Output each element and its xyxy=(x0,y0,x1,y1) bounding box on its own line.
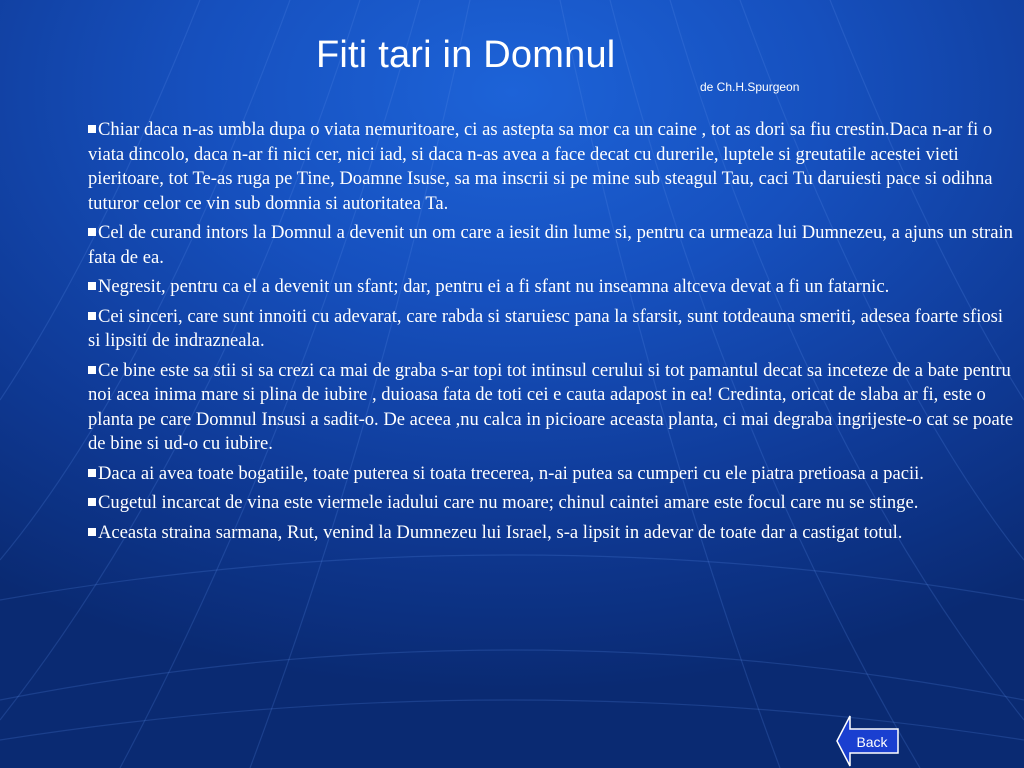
paragraph-text: Chiar daca n-as umbla dupa o viata nemuritoare, ci as astepta sa mor ca un caine , tot as dori sa fiu crestin.Daca n-ar fi o viata dincolo, daca n-ar fi nici cer, nici iad, si daca n-as avea a face decat cu durerile, luptele si greutatile acestei vieti pieritoare, tot Te-as ruga pe Tine, Doamne Isuse, sa ma inscrii si pe mine sub steagul Tau, caci Tu daruiesti pace si odihna tuturor celor ce vin sub domnia si autoritatea Ta. xyxy=(88,119,993,214)
square-bullet-icon xyxy=(88,312,96,320)
back-button[interactable] xyxy=(836,715,900,767)
paragraph-text: Daca ai avea toate bogatiile, toate puterea si toata trecerea, n-ai putea sa cumperi cu ele piatra pretioasa a pacii. xyxy=(98,462,924,484)
slide-author: de Ch.H.Spurgeon xyxy=(700,80,800,94)
bullet-paragraph xyxy=(88,221,1014,270)
bullet-paragraph xyxy=(88,462,1014,487)
paragraph-text: Negresit, pentru ca el a devenit un sfant; dar, pentru ei a fi sfant nu inseamna altceva devat a fi un fatarnic. xyxy=(98,276,890,297)
square-bullet-icon xyxy=(88,366,96,374)
bullet-paragraph xyxy=(88,118,1014,216)
square-bullet-icon xyxy=(88,528,96,536)
slide-content xyxy=(88,118,1014,550)
slide-title: Fiti tari in Domnul xyxy=(316,34,616,76)
bullet-paragraph xyxy=(88,359,1014,457)
paragraph-text: Cel de curand intors la Domnul a devenit un om care a iesit din lume si, pentru ca urmeaza lui Dumnezeu, a ajuns un strain fata de ea. xyxy=(88,222,1013,268)
bullet-paragraph xyxy=(88,491,1014,516)
back-button-label: Back xyxy=(856,734,888,750)
paragraph-text: Cei sinceri, care sunt innoiti cu adevarat, care rabda si staruiesc pana la sfarsit, sunt totdeauna smeriti, adesea foarte sfiosi si lipsiti de indrazneala. xyxy=(88,305,1004,351)
square-bullet-icon xyxy=(88,498,96,506)
square-bullet-icon xyxy=(88,469,96,477)
square-bullet-icon xyxy=(88,228,96,236)
paragraph-text: Ce bine este sa stii si sa crezi ca mai de graba s-ar topi tot intinsul cerului si tot pamantul decat sa inceteze de a bate pentru noi acea inima mare si plina de iubire , duioasa fata de toti cei e cauta adapost in ea! Credinta, oricat de slaba ar fi, este o planta pe care Domnul Insusi a sadit-o. De aceea ,nu calca in picioare aceasta planta, ci mai degraba ingrijeste-o cat se poate de bine si ud-o cu iubire. xyxy=(88,359,1014,454)
paragraph-text: Cugetul incarcat de vina este viermele iadului care nu moare; chinul caintei amare este focul care nu se stinge. xyxy=(98,492,919,513)
bullet-paragraph xyxy=(88,305,1014,354)
square-bullet-icon xyxy=(88,125,96,133)
bullet-paragraph xyxy=(88,521,1014,546)
bullet-paragraph xyxy=(88,275,1014,300)
paragraph-text: Aceasta straina sarmana, Rut, venind la Dumnezeu lui Israel, s-a lipsit in adevar de toate dar a castigat totul. xyxy=(98,521,903,543)
square-bullet-icon xyxy=(88,282,96,290)
